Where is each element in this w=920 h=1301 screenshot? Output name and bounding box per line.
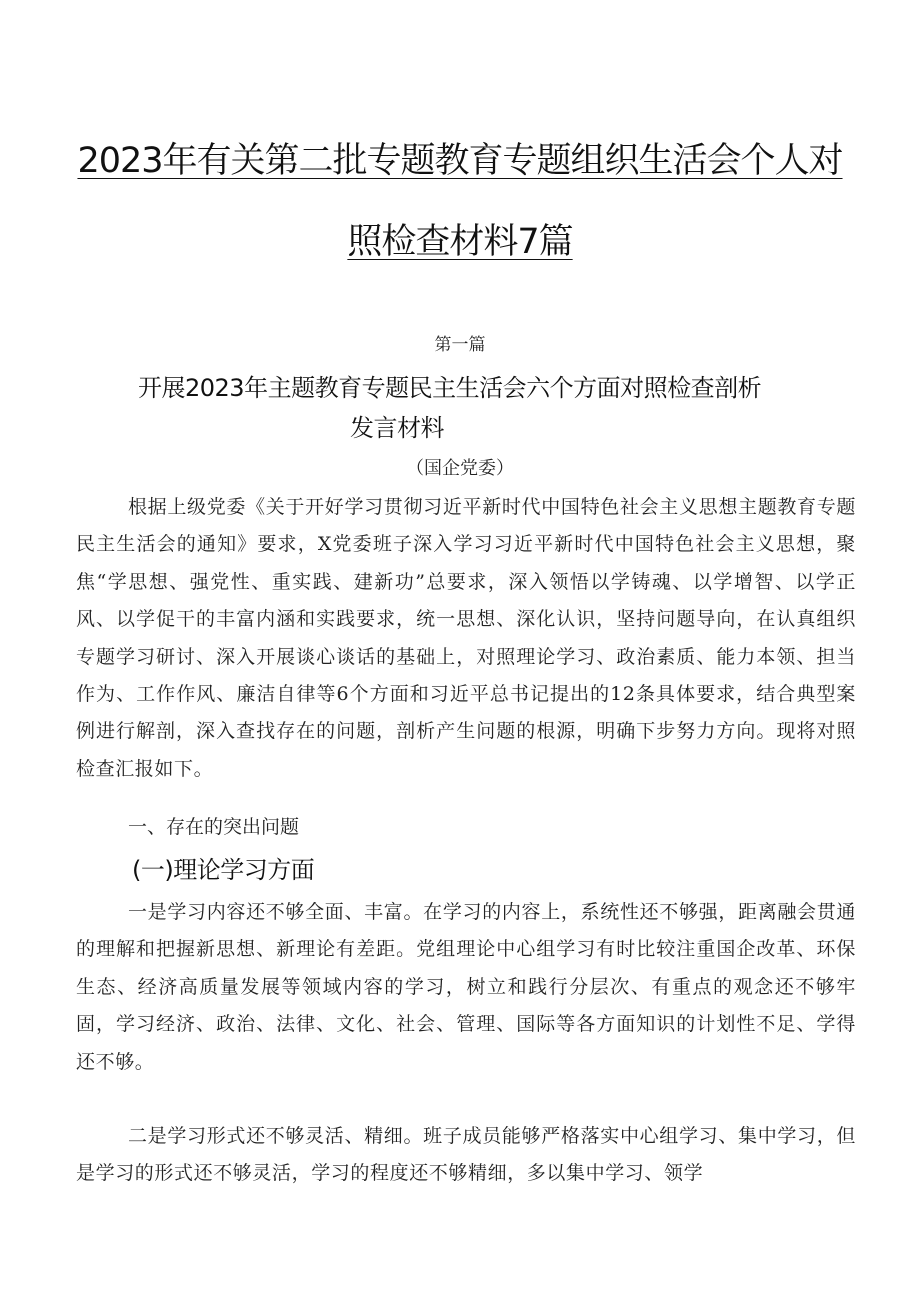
body-paragraph-3: 二是学习形式还不够灵活、精细。班子成员能够严格落实中心组学习、集中学习，但是学习的形式还不够灵活，学习的程度还不够精细，多以集中学习、领学: [76, 1125, 856, 1185]
document-title-line-2: 照检查材料7篇: [347, 222, 573, 262]
chapter-label: 第一篇: [434, 335, 486, 355]
subsection-heading: (一)理论学习方面: [132, 856, 315, 884]
section-heading: 一、存在的突出问题: [128, 816, 300, 838]
document-title-line-1: 2023年有关第二批专题教育专题组织生活会个人对: [77, 141, 843, 181]
body-paragraph-2: 一是学习内容还不够全面、丰富。在学习的内容上，系统性还不够强，距离融会贯通的理解和把握新思想、新理论有差距。党组理论中心组学习有时比较注重国企改革、环保生态、经济高质量发展等领域内容的学习，树立和践行分层次、有重点的观念还不够牢固，学习经济、政治、法律、文化、社会、管理、国际等各方面知识的计划性不足、学得还不够。: [76, 901, 856, 1073]
body-paragraph-1: 根据上级党委《关于开好学习贯彻习近平新时代中国特色社会主义思想主题教育专题民主生活会的通知》要求，X党委班子深入学习习近平新时代中国特色社会主义思想，聚焦“学思想、强党性、重实践、建新功”总要求，深入领悟以学铸魂、以学增智、以学正风、以学促干的丰富内涵和实践要求，统一思想、深化认识，坚持问题导向，在认真组织专题学习研讨、深入开展谈心谈话的基础上，对照理论学习、政治素质、能力本领、担当作为、工作作风、廉洁自律等6个方面和习近平总书记提出的12条具体要求，结合典型案例进行解剖，深入查找存在的问题，剖析产生问题的根源，明确下步努力方向。现将对照检查汇报如下。: [76, 496, 856, 780]
subtitle-line-1: 开展2023年主题教育专题民主生活会六个方面对照检查剖析: [138, 374, 762, 402]
organization-label: （国企党委）: [406, 458, 514, 479]
subtitle-line-2: 发言材料: [350, 414, 444, 442]
